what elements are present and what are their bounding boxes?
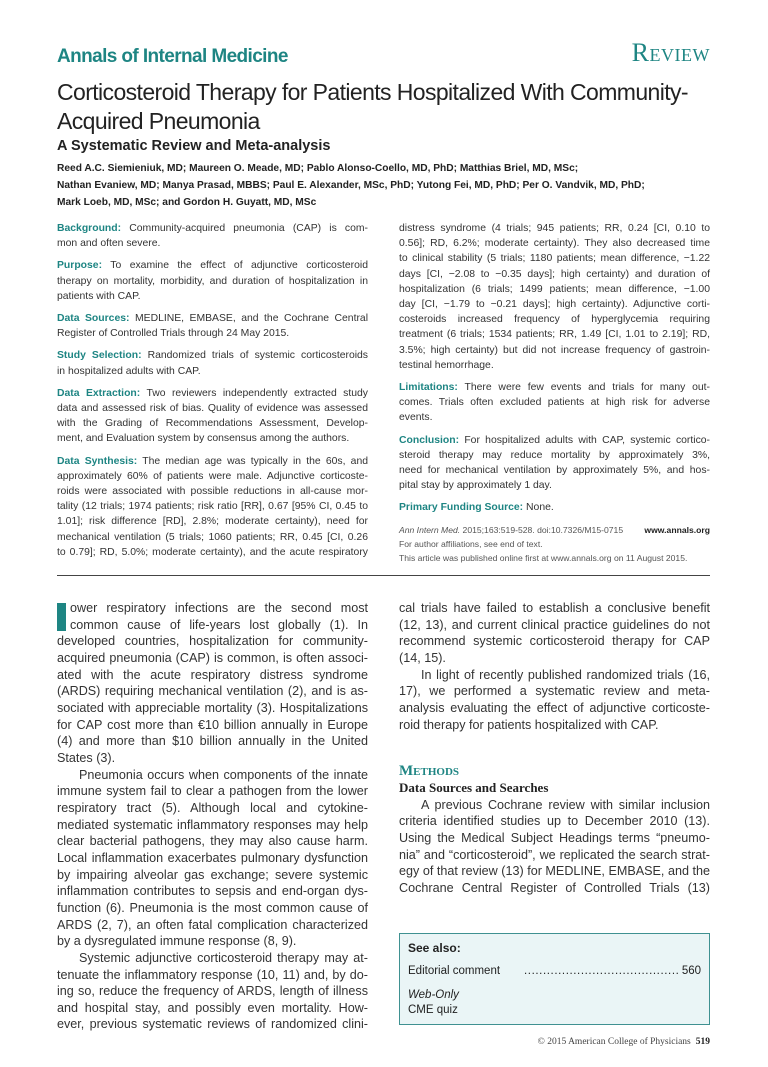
- abstract-label: Purpose:: [57, 260, 103, 272]
- masthead: [57, 38, 710, 68]
- line-text: Two reviewers independently extracted study: [146, 387, 368, 399]
- line-text: Randomized trials of systemic corticosteroids: [147, 350, 369, 362]
- text-line: [57, 311, 368, 326]
- line-text: mon and often severe.: [57, 238, 161, 250]
- line-text: approximately 60% of patients were male. Adjunctive corticoste-: [57, 470, 368, 482]
- text-line: developed countries, hospitalization for community-: [57, 634, 368, 649]
- text-line: A previous Cochrane review with similar inclusion: [421, 797, 710, 812]
- text-line: [57, 514, 368, 529]
- text-line: [57, 289, 368, 304]
- text-line: Cochrane Central Register of Controlled Trials (13): [399, 880, 710, 895]
- text-line: (4) and more than $10 billion annually in the United: [57, 734, 368, 749]
- text-line: cal trials have failed to establish a conclusive benefit: [399, 601, 710, 616]
- text-line: [57, 258, 368, 273]
- text-line: [399, 343, 710, 358]
- author-line: Mark Loeb, MD, MSc; and Gordon H. Guyatt, MD, MSc: [57, 197, 317, 208]
- copyright: © 2015 American College of Physicians: [537, 1036, 691, 1047]
- line-text: mechanical ventilation (5 trials; 1060 patients; RR, 0.45 [CI, 0.26: [57, 531, 368, 543]
- text-line: clear bacterial pathogens, they may also cause harm.: [57, 834, 368, 849]
- text-line: [399, 395, 710, 410]
- text-line: [399, 358, 710, 373]
- text-line: [399, 380, 710, 395]
- text-line: [57, 386, 368, 401]
- text-line: inflammation contributes to sepsis and end-organ dys-: [57, 884, 368, 899]
- text-line: [57, 348, 368, 363]
- line-text: hospitalization (6 trials; 1499 patients; mean difference, −1.00: [399, 283, 710, 295]
- author-list: [57, 160, 710, 211]
- abstract-paragraph: [399, 380, 710, 426]
- line-text: ment, and Evaluation system by consensus among the authors.: [57, 433, 350, 445]
- text-line: nia” and “corticosteroid”, we replicated the search strat-: [399, 847, 710, 862]
- line-text: treatment (6 trials; 1534 patients; RR, 1.49 [CI, 1.01 to 2.19]; RD,: [399, 329, 710, 341]
- line-text: To examine the effect of adjunctive corticosteroid: [110, 260, 369, 272]
- online-first-note: This article was published online first at www.annals.org on 11 August 2015.: [399, 552, 688, 563]
- body-left-column: [57, 600, 368, 1033]
- abstract-paragraph: [399, 221, 710, 373]
- abstract-paragraph: [57, 258, 368, 304]
- text-line: by impairing alveolar gas exchange; severe systemic: [57, 867, 368, 882]
- text-line: [399, 478, 710, 493]
- section-label: Review: [631, 38, 710, 67]
- abstract-label: Limitations:: [399, 382, 458, 394]
- line-text: comes. Trials often excluded patients at high risk for adverse: [399, 397, 710, 409]
- text-line: function (6). Pneumonia is the most common cause of: [57, 900, 368, 915]
- text-line: common cause of life-years lost globally (1). In: [70, 617, 368, 632]
- abstract-label: Conclusion:: [399, 434, 460, 446]
- line-text: tality (12 trials; 1974 patients; risk ratio [RR], 0.67 [95% CI, 0.45 to: [57, 501, 368, 513]
- text-line: [399, 463, 710, 478]
- line-text: to 0.79]; RD, 5.0%; moderate certainty), and the acute respiratory: [57, 546, 368, 558]
- editorial-comment-link[interactable]: [408, 964, 701, 979]
- line-text: testinal hemorrhage.: [399, 359, 494, 371]
- text-line: [399, 433, 710, 448]
- line-text: days [CI, −2.08 to −0.35 days]; high certainty) and duration of: [399, 268, 710, 280]
- text-line: [57, 545, 368, 560]
- see-also-box: [399, 933, 710, 1025]
- line-text: events.: [399, 412, 433, 424]
- text-line: [57, 326, 368, 341]
- text-line: [57, 484, 368, 499]
- text-line: [57, 221, 368, 236]
- line-text: Register of Controlled Trials through 24 May 2015.: [57, 328, 290, 340]
- article-subtitle: A Systematic Review and Meta-analysis: [57, 138, 331, 154]
- line-text: roids were associated with possible reductions in all-cause mor-: [57, 486, 368, 498]
- text-line: [399, 267, 710, 282]
- line-text: with the Grading of Recommendations Assessment, Develop-: [57, 418, 368, 430]
- text-line: [57, 401, 368, 416]
- citation-block: [399, 523, 710, 565]
- abstract-paragraph: [399, 433, 710, 494]
- text-line: immune system fail to clear a pathogen from the lower: [57, 784, 368, 799]
- article-body: [57, 600, 710, 1047]
- abstract-paragraph: [57, 386, 368, 447]
- line-text: to clinical stability (5 trials; 1180 patients; mean difference, −1.22: [399, 253, 710, 265]
- page-footer: [399, 1037, 710, 1047]
- editorial-label: Editorial comment: [408, 964, 501, 977]
- text-line: recommend systemic corticosteroid therapy for CAP: [399, 634, 710, 649]
- line-text: patients with CAP.: [57, 290, 141, 302]
- text-line: ever, previous systematic reviews of randomized clini-: [57, 1017, 368, 1032]
- abstract-paragraph: [57, 311, 368, 341]
- text-line: [399, 327, 710, 342]
- text-line: [399, 448, 710, 463]
- abstract-paragraph: [57, 221, 368, 251]
- abstract: [57, 221, 710, 567]
- article-title: Corticosteroid Therapy for Patients Hospitalized With Community-Acquired Pneumonia: [57, 79, 688, 134]
- abstract-paragraph: [57, 348, 368, 378]
- text-line: mediated systematic inflammatory responses may help: [57, 817, 368, 832]
- author-line: Nathan Evaniew, MD; Manya Prasad, MBBS; Paul E. Alexander, MSc, PhD; Yutong Fei, MD, PhD; Per O. Vandvik, MD, PhD;: [57, 180, 645, 191]
- line-text: costeroids increased frequency of hyperglycemia requiring: [399, 314, 710, 326]
- affiliations-note: For author affiliations, see end of text.: [399, 538, 543, 549]
- line-text: distress syndrome (4 trials; 945 patients; RR, 0.24 [CI, 0.10 to: [399, 223, 710, 234]
- line-text: data and assessed risk of bias. Quality of evidence was assessed: [57, 403, 368, 415]
- abstract-label: Primary Funding Source:: [399, 502, 524, 514]
- line-text: The median age was typically in the 60s, and: [142, 455, 368, 467]
- text-line: egy of that review (13) for MEDLINE, EMBASE, and the: [399, 864, 710, 879]
- text-line: [399, 500, 710, 515]
- page-number: 519: [695, 1036, 710, 1047]
- body-right-wrapper: [399, 600, 710, 1047]
- body-right-column: [399, 600, 710, 897]
- abstract-label: Background:: [57, 223, 122, 234]
- line-text: 3.5%; high certainty) but did not increase frequency of gastroin-: [399, 344, 710, 356]
- journal-abbrev: Ann Intern Med.: [399, 524, 461, 535]
- text-line: [399, 282, 710, 297]
- text-line: for CAP cost more than €10 billion annually in Europe: [57, 717, 368, 732]
- citation-ref: 2015;163:519-528. doi:10.7326/M15-0715: [462, 524, 624, 535]
- text-line: (ARDS) requiring mechanical ventilation (2), and is as-: [57, 684, 368, 699]
- text-line: acquired pneumonia (CAP) is common, is often associ-: [57, 651, 368, 666]
- text-line: [57, 274, 368, 289]
- abstract-right-column: [399, 221, 710, 565]
- text-line: 17), we performed a systematic review and meta-: [399, 684, 710, 699]
- journal-name: Annals of Internal Medicine: [57, 46, 288, 67]
- text-line: [57, 236, 368, 251]
- text-line: [57, 364, 368, 379]
- text-line: [399, 221, 710, 236]
- text-line: respiratory tract (5). Although local and cytokine-: [57, 800, 368, 815]
- abstract-paragraph: [399, 500, 710, 515]
- text-line: sociated with appreciable mortality (3). Hospitalizations: [57, 701, 368, 715]
- author-line: Reed A.C. Siemieniuk, MD; Maureen O. Meade, MD; Pablo Alonso-Coello, MD, PhD; Matthias Briel, MD, MSc;: [57, 163, 579, 174]
- text-line: [399, 251, 710, 266]
- editorial-page: 560: [681, 964, 701, 977]
- abstract-label: Data Extraction:: [57, 387, 141, 399]
- text-line: Systemic adjunctive corticosteroid therapy may at-: [79, 950, 368, 965]
- leader-dots: . . . . . . . . . . . . . . . . . . . . . . . . . . . . . . . . . . . . . . . . .: [524, 964, 679, 977]
- text-line: [57, 454, 368, 469]
- abstract-label: Data Synthesis:: [57, 455, 138, 467]
- line-text: need for mechanical ventilation by approximately 5%, and hos-: [399, 465, 710, 477]
- line-text: 0.56]; RD, 6.2%; moderate certainty). They also decreased time: [399, 238, 710, 250]
- text-line: and hospital stay, and possibly even mortality. How-: [57, 1000, 368, 1015]
- cme-quiz-link[interactable]: CME quiz: [408, 1003, 458, 1016]
- text-line: Local inflammation exacerbates pulmonary dysfunction: [57, 850, 368, 865]
- text-line: [57, 530, 368, 545]
- text-line: [399, 312, 710, 327]
- text-line: by a dysregulated immune response (8, 9).: [57, 934, 297, 949]
- text-line: [57, 431, 368, 446]
- text-line: [399, 236, 710, 251]
- abstract-paragraph: [57, 454, 368, 560]
- text-line: [57, 416, 368, 431]
- text-line: [57, 499, 368, 514]
- text-line: States (3).: [57, 750, 116, 765]
- text-line: Using the Medical Subject Headings terms “pneumo-: [399, 830, 710, 845]
- line-text: 1.01]; risk difference [RD], 2.8%; moderate certainty), need for: [57, 516, 368, 528]
- abstract-label: Data Sources:: [57, 313, 130, 325]
- line-text: steroid therapy may reduce mortality by approximately 3%,: [399, 449, 710, 461]
- text-line: Pneumonia occurs when components of the innate: [79, 767, 368, 782]
- text-line: ower respiratory infections are the second most: [70, 601, 368, 616]
- text-line: ated with the acute respiratory distress syndrome: [57, 667, 368, 682]
- line-text: day [CI, −1.79 to −0.21 days]; high certainty). Adjunctive corti-: [399, 299, 710, 311]
- text-line: ing so, reduce the frequency of ARDS, length of illness: [57, 984, 368, 999]
- line-text: pital stay by approximately 1 day.: [399, 480, 552, 492]
- text-line: roid therapy for patients hospitalized with CAP.: [399, 717, 659, 732]
- text-line: ARDS (2, 7), an often fatal complication characterized: [57, 917, 368, 932]
- line-text: in hospitalized adults with CAP.: [57, 365, 201, 377]
- line-text: MEDLINE, EMBASE, and the Cochrane Central: [134, 313, 369, 325]
- line-text: None.: [526, 502, 554, 514]
- see-also-heading: See also:: [408, 940, 461, 955]
- website-link[interactable]: www.annals.org: [644, 524, 710, 535]
- drop-cap-l: [57, 603, 66, 631]
- text-line: [399, 297, 710, 312]
- text-line: tenuate the inflammatory response (10, 11) and, by do-: [57, 967, 368, 982]
- data-sources-subheading: Data Sources and Searches: [399, 779, 549, 795]
- text-line: [399, 410, 710, 425]
- text-line: [57, 469, 368, 484]
- methods-heading: Methods: [399, 763, 460, 780]
- section-divider: [57, 575, 710, 576]
- text-line: In light of recently published randomized trials (16,: [421, 667, 710, 682]
- line-text: For hospitalized adults with CAP, systemic cortico-: [464, 434, 711, 446]
- line-text: Community-acquired pneumonia (CAP) is com-: [129, 223, 369, 234]
- line-text: There were few events and trials for many out-: [464, 382, 710, 394]
- text-line: (14, 15).: [399, 651, 446, 666]
- web-only-label: Web-Only: [408, 988, 459, 1001]
- text-line: (12, 13), and current clinical practice guidelines do not: [399, 617, 710, 632]
- text-line: criteria identified studies up to December 2010 (13).: [399, 814, 710, 829]
- line-text: therapy on mortality, morbidity, and duration of hospitalization in: [57, 275, 368, 287]
- abstract-label: Study Selection:: [57, 350, 142, 362]
- text-line: analysis evaluating the effect of adjunctive corticoste-: [399, 701, 710, 715]
- abstract-left-column: [57, 221, 368, 567]
